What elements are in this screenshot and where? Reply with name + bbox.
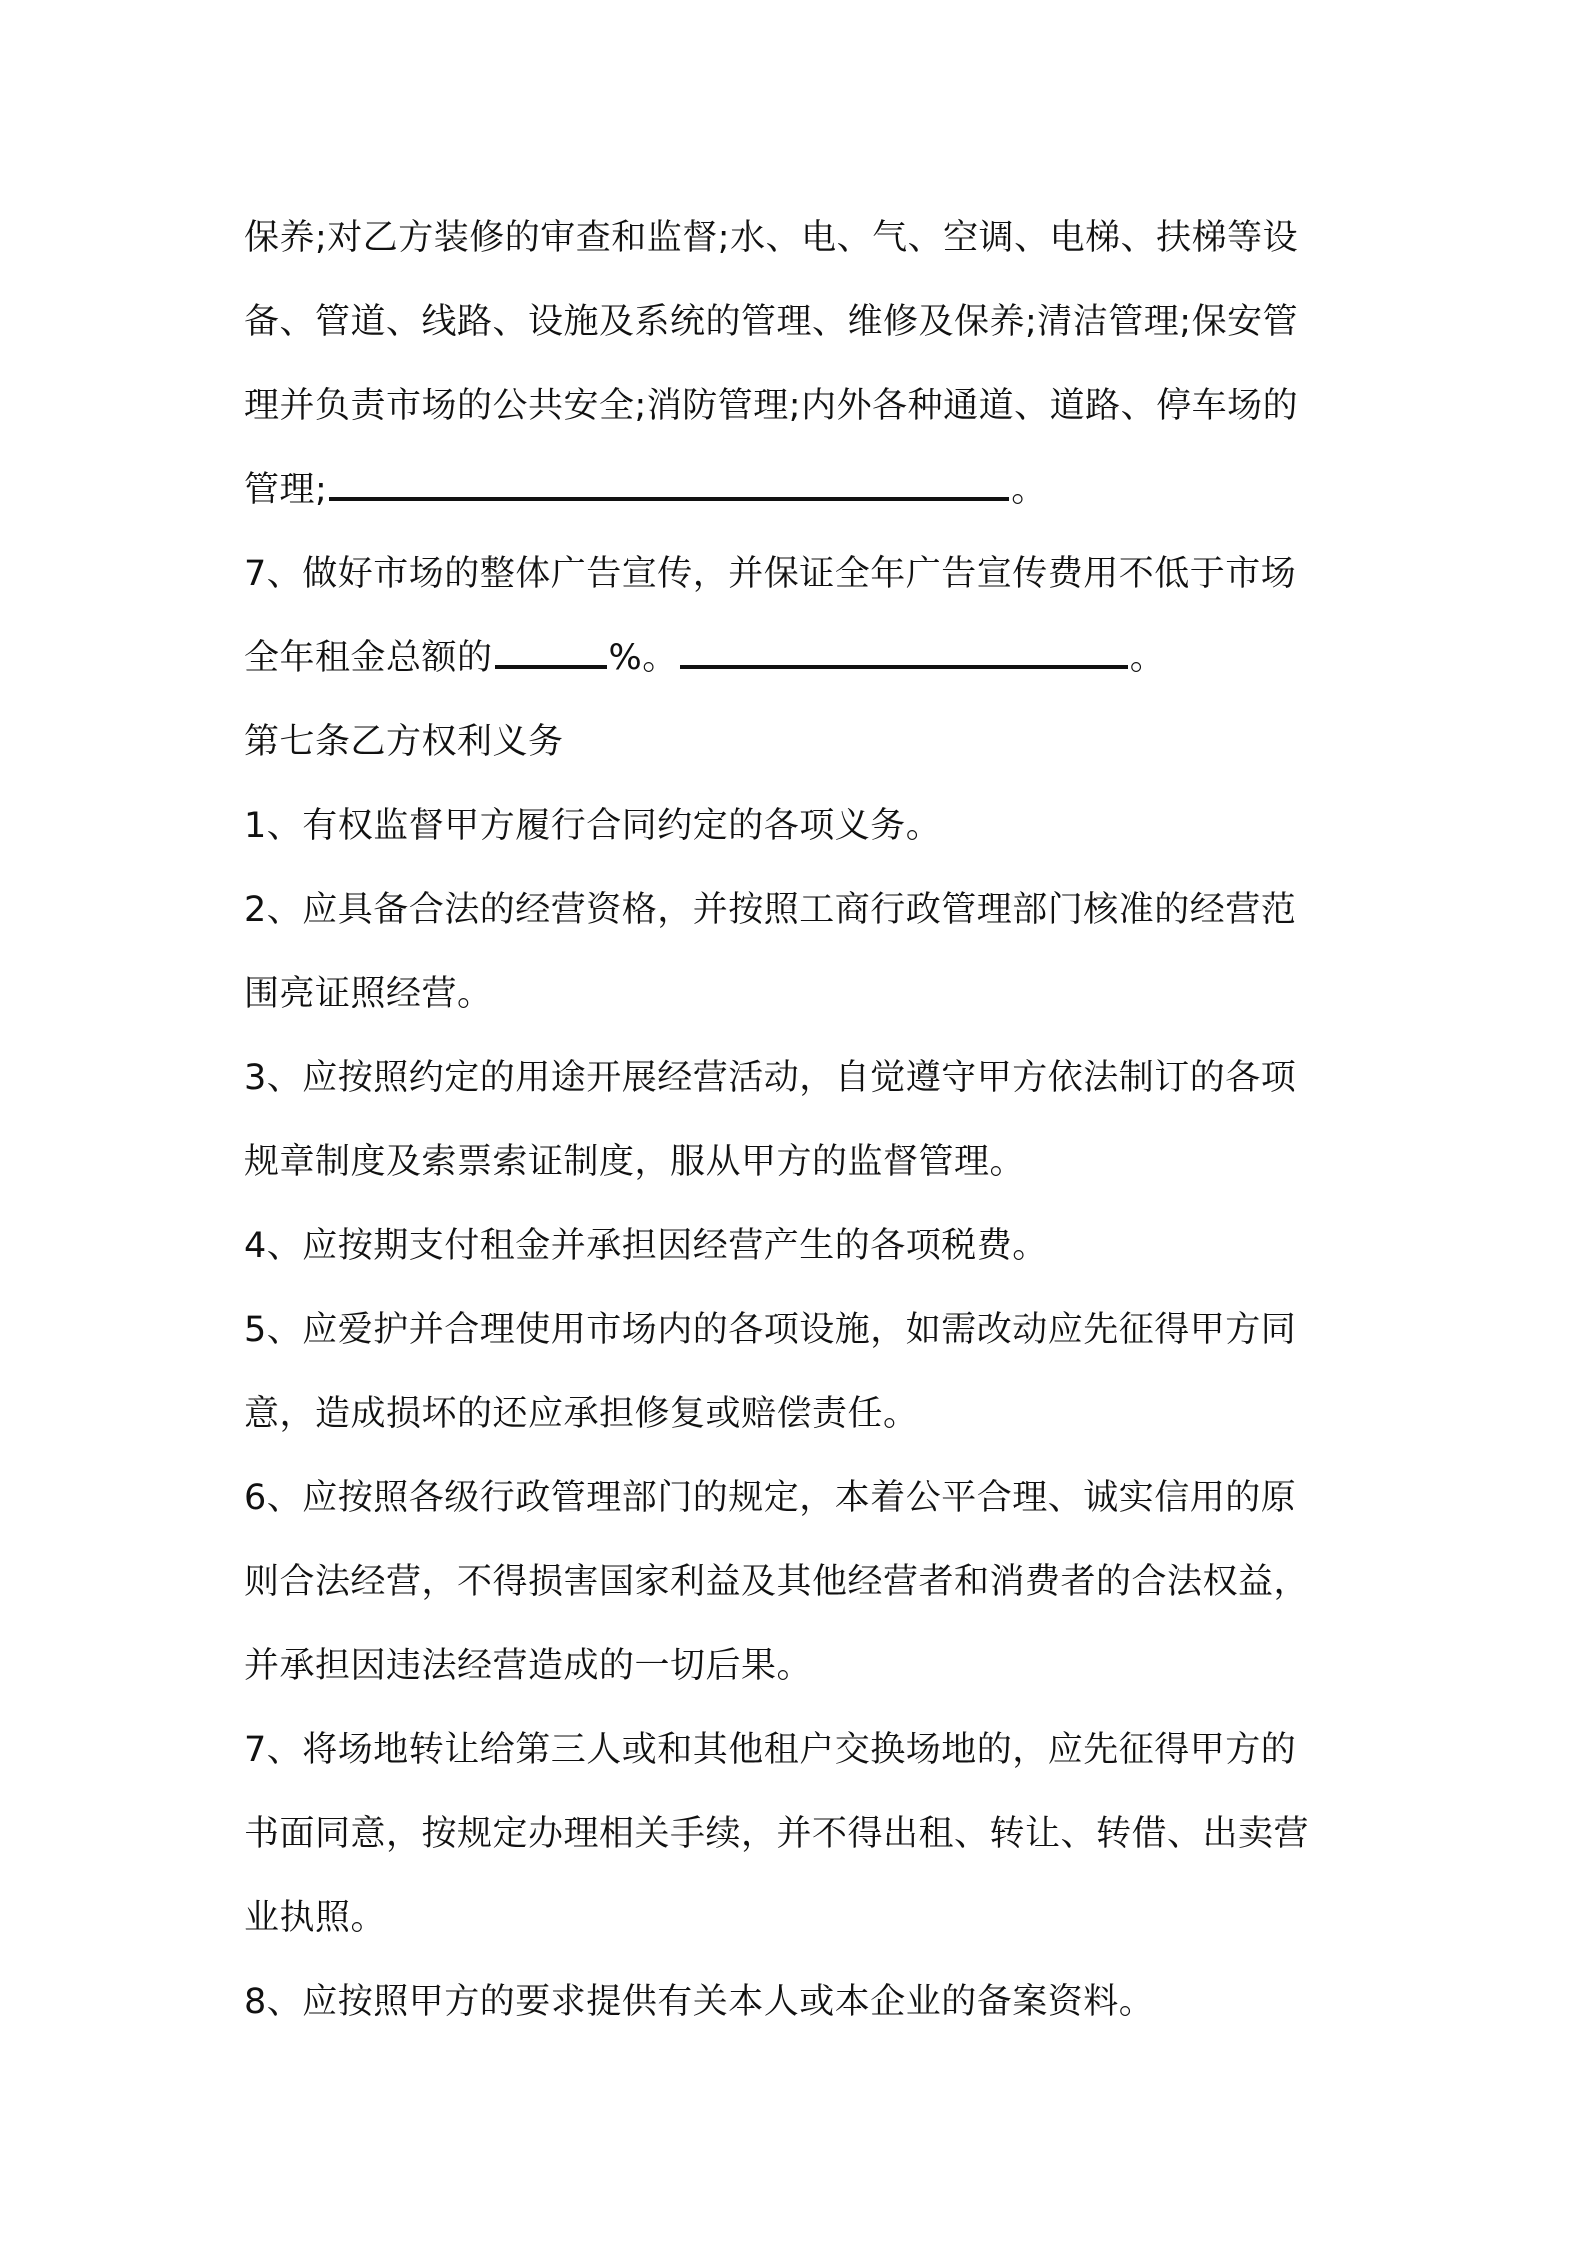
item-line: 1、有权监督甲方履行合同约定的各项义务。 — [244, 806, 942, 846]
percentage-blank — [495, 629, 607, 669]
text-line: 理并负责市场的公共安全;消防管理;内外各种通道、道路、停车场的 — [244, 386, 1299, 426]
text-line: 7、做好市场的整体广告宣传，并保证全年广告宣传费用不低于市场 — [244, 554, 1297, 594]
item-line: 并承担因违法经营造成的一切后果。 — [244, 1646, 813, 1686]
text-segment: %。 — [608, 638, 678, 678]
item-line: 书面同意，按规定办理相关手续，并不得出租、转让、转借、出卖营 — [244, 1814, 1310, 1854]
text-segment: 管理; — [244, 470, 328, 510]
text-segment: 全年租金总额的 — [244, 638, 493, 678]
item-line: 规章制度及索票索证制度，服从甲方的监督管理。 — [244, 1142, 1026, 1182]
text-segment: 。 — [1129, 638, 1166, 678]
item-line: 8、应按照甲方的要求提供有关本人或本企业的备案资料。 — [244, 1982, 1155, 2022]
item-line: 3、应按照约定的用途开展经营活动，自觉遵守甲方依法制订的各项 — [244, 1058, 1297, 1098]
item-line: 业执照。 — [244, 1898, 387, 1938]
item-line: 6、应按照各级行政管理部门的规定，本着公平合理、诚实信用的原 — [244, 1478, 1297, 1518]
item-line: 2、应具备合法的经营资格，并按照工商行政管理部门核准的经营范 — [244, 890, 1297, 930]
fill-in-blank — [680, 629, 1128, 669]
item-line: 5、应爱护并合理使用市场内的各项设施，如需改动应先征得甲方同 — [244, 1310, 1297, 1350]
text-segment: 。 — [1011, 470, 1047, 510]
document-body — [244, 196, 1356, 2044]
item-line: 4、应按期支付租金并承担因经营产生的各项税费。 — [244, 1226, 1048, 1266]
item-line: 意，造成损坏的还应承担修复或赔偿责任。 — [244, 1394, 919, 1434]
text-line-with-blanks — [244, 616, 1356, 700]
text-line: 备、管道、线路、设施及系统的管理、维修及保养;清洁管理;保安管 — [244, 302, 1299, 342]
item-line: 7、将场地转让给第三人或和其他租户交换场地的，应先征得甲方的 — [244, 1730, 1297, 1770]
section-heading: 第七条乙方权利义务 — [244, 722, 564, 762]
item-line: 围亮证照经营。 — [244, 974, 493, 1014]
text-line: 保养;对乙方装修的审查和监督;水、电、气、空调、电梯、扶梯等设 — [244, 218, 1299, 258]
fill-in-blank — [329, 461, 1009, 501]
item-line: 则合法经营，不得损害国家利益及其他经营者和消费者的合法权益， — [244, 1562, 1310, 1602]
text-line-with-blank — [244, 448, 1356, 532]
